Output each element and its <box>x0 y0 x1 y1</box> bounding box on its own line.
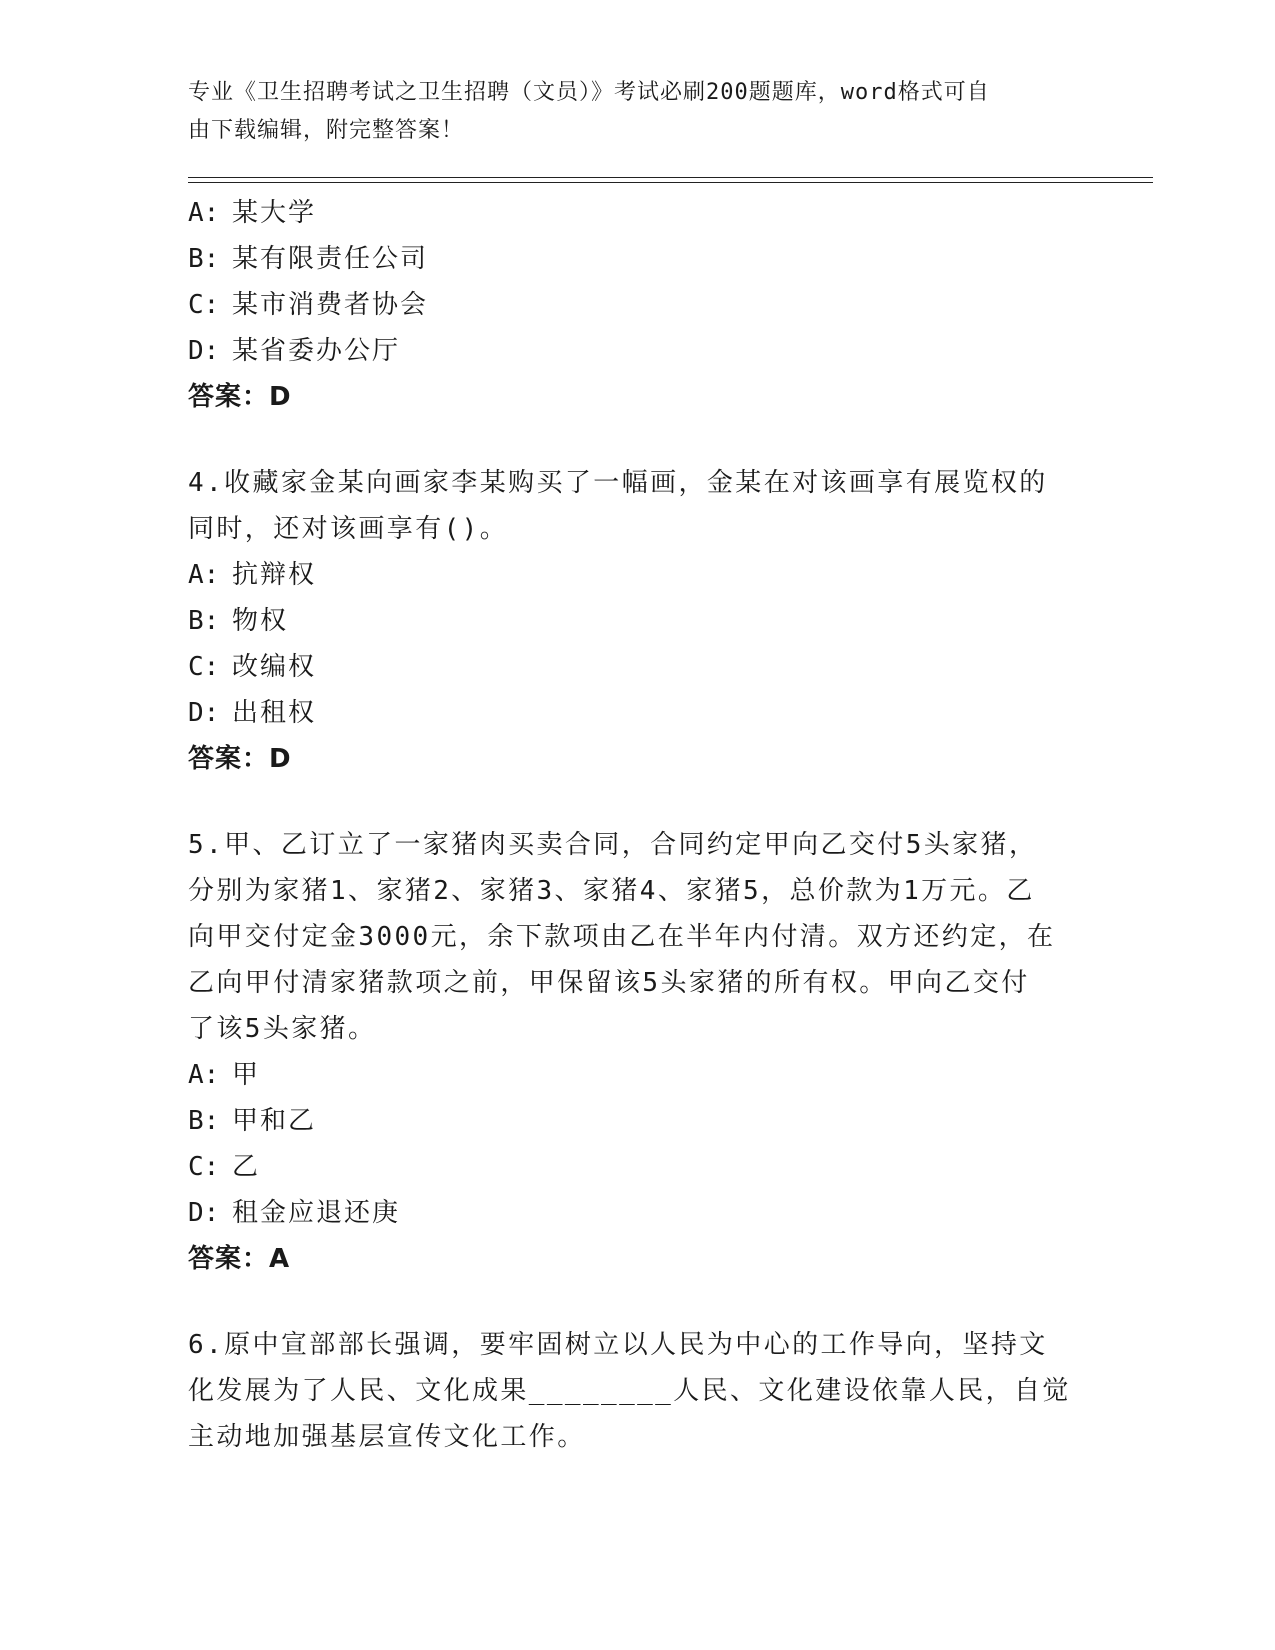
option-d <box>188 328 1088 374</box>
header-rule-bottom <box>188 182 1153 183</box>
option-d <box>188 690 1088 736</box>
option-d <box>188 1190 1088 1236</box>
option-letter: B: <box>188 1106 220 1136</box>
question-4 <box>188 460 1088 782</box>
option-c <box>188 1144 1088 1190</box>
option-letter: D: <box>188 1198 220 1228</box>
option-letter: A: <box>188 1060 220 1090</box>
option-letter: C: <box>188 1152 220 1182</box>
question-text-line: 5.甲、乙订立了一家猪肉买卖合同，合同约定甲向乙交付5头家猪， <box>188 830 1038 860</box>
question-text-line: 分别为家猪1、家猪2、家猪3、家猪4、家猪5，总价款为1万元。乙 <box>188 876 1035 906</box>
option-c <box>188 282 1088 328</box>
question-text-line: 同时，还对该画享有()。 <box>188 514 509 544</box>
question-text-line: 主动地加强基层宣传文化工作。 <box>188 1422 586 1452</box>
option-a <box>188 1052 1088 1098</box>
option-b <box>188 236 1088 282</box>
option-text: 出租权 <box>232 698 317 728</box>
option-text: 乙 <box>232 1152 261 1182</box>
option-text: 某市消费者协会 <box>232 290 429 320</box>
question-6 <box>188 1322 1088 1460</box>
question-text-line: 4.收藏家金某向画家李某购买了一幅画，金某在对该画享有展览权的 <box>188 468 1048 498</box>
question-text-line: 乙向甲付清家猪款项之前，甲保留该5头家猪的所有权。甲向乙交付 <box>188 968 1030 998</box>
document-body <box>188 190 1088 1460</box>
option-text: 改编权 <box>232 652 317 682</box>
question-text-line: 了该5头家猪。 <box>188 1014 377 1044</box>
option-a <box>188 190 1088 236</box>
option-letter: B: <box>188 606 220 636</box>
option-b <box>188 598 1088 644</box>
option-text: 某有限责任公司 <box>232 244 429 274</box>
document-header <box>188 74 1068 150</box>
question-text-line: 化发展为了人民、文化成果________人民、文化建设依靠人民，自觉 <box>188 1376 1071 1406</box>
option-text: 甲和乙 <box>232 1106 317 1136</box>
question-3 <box>188 190 1088 420</box>
option-a <box>188 552 1088 598</box>
question-text-line: 6.原中宣部部长强调，要牢固树立以人民为中心的工作导向，坚持文 <box>188 1330 1048 1360</box>
option-letter: A: <box>188 560 220 590</box>
answer: 答案：D <box>188 744 292 774</box>
option-text: 抗辩权 <box>232 560 317 590</box>
option-text: 某省委办公厅 <box>232 336 401 366</box>
option-letter: D: <box>188 336 220 366</box>
option-text: 某大学 <box>232 198 317 228</box>
option-c <box>188 644 1088 690</box>
option-letter: D: <box>188 698 220 728</box>
question-5 <box>188 822 1088 1282</box>
header-line-1: 专业《卫生招聘考试之卫生招聘（文员）》考试必刷200题题库，word格式可自 <box>188 80 990 105</box>
question-text-line: 向甲交付定金3000元，余下款项由乙在半年内付清。双方还约定，在 <box>188 922 1056 952</box>
header-rule-top <box>188 177 1153 178</box>
header-line-2: 由下载编辑，附完整答案！ <box>188 118 465 143</box>
option-text: 甲 <box>232 1060 261 1090</box>
option-letter: C: <box>188 652 220 682</box>
option-b <box>188 1098 1088 1144</box>
answer: 答案：D <box>188 382 292 412</box>
answer: 答案：A <box>188 1244 291 1274</box>
option-letter: A: <box>188 198 220 228</box>
option-letter: C: <box>188 290 220 320</box>
option-text: 租金应退还庚 <box>232 1198 401 1228</box>
option-text: 物权 <box>232 606 289 636</box>
option-letter: B: <box>188 244 220 274</box>
